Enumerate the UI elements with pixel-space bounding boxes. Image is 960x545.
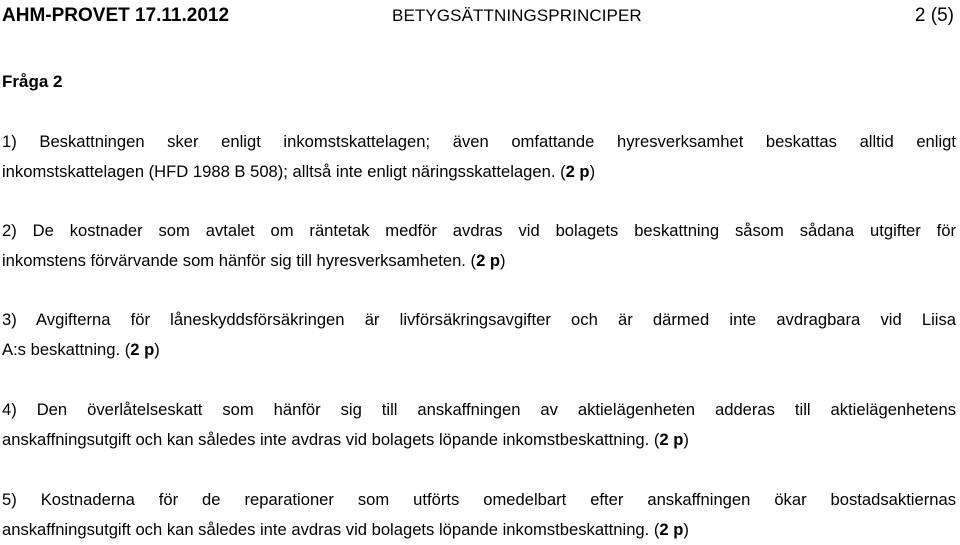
answer-item-3-line-1: 3) Avgifterna för låneskyddsförsäkringen är livförsäkringsavgifter och är därmed inte avdragbara vid Liisa	[2, 310, 956, 329]
points-value: 2 p	[659, 520, 684, 539]
answer-item-5	[2, 485, 956, 545]
points-badge: (2 p)	[653, 430, 689, 449]
answer-item-2	[2, 216, 956, 276]
answer-item-1-text: inkomstskattelagen (HFD 1988 B 508); alltså inte enligt näringsskattelagen.	[2, 162, 556, 181]
points-badge: (2 p)	[470, 251, 506, 270]
page-header	[2, 4, 954, 28]
answer-item-1-line-1: 1) Beskattningen sker enligt inkomstskattelagen; även omfattande hyresverksamhet beskattas alltid enligt	[2, 132, 956, 151]
points-value: 2 p	[565, 162, 590, 181]
answer-item-5-line-1: 5) Kostnaderna för de reparationer som utförts omedelbart efter anskaffningen ökar bostadsaktiernas	[2, 490, 956, 509]
answer-item-4-line-2	[2, 425, 956, 455]
points-value: 2 p	[659, 430, 684, 449]
points-badge: (2 p)	[560, 162, 596, 181]
answer-item-3-text: A:s beskattning.	[2, 340, 121, 359]
answer-item-4	[2, 395, 956, 455]
answer-item-1	[2, 127, 956, 187]
answer-item-2-line-2	[2, 246, 956, 276]
answer-item-3-line-2	[2, 335, 956, 365]
page-number: 2 (5)	[914, 5, 954, 26]
points-value: 2 p	[476, 251, 501, 270]
answer-item-3	[2, 305, 956, 365]
exam-title: AHM-PROVET 17.11.2012	[2, 5, 230, 26]
answer-item-5-text: anskaffningsutgift och kan således inte avdras vid bolagets löpande inkomstbeskattning.	[2, 520, 650, 539]
points-badge: (2 p)	[124, 340, 160, 359]
points-value: 2 p	[130, 340, 155, 359]
answer-item-1-line-2	[2, 157, 956, 187]
document-heading: BETYGSÄTTNINGSPRINCIPER	[392, 6, 642, 25]
answer-item-2-line-1: 2) De kostnader som avtalet om räntetak medför avdras vid bolagets beskattning såsom sådana utgifter för	[2, 221, 956, 240]
answer-item-2-text: inkomstens förvärvande som hänför sig till hyresverksamheten.	[2, 251, 466, 270]
answer-item-4-line-1: 4) Den överlåtelseskatt som hänför sig till anskaffningen av aktielägenheten adderas till aktielägenhetens	[2, 400, 956, 419]
points-badge: (2 p)	[653, 520, 689, 539]
answer-item-4-text: anskaffningsutgift och kan således inte avdras vid bolagets löpande inkomstbeskattning.	[2, 430, 650, 449]
question-title: Fråga 2	[2, 72, 63, 91]
